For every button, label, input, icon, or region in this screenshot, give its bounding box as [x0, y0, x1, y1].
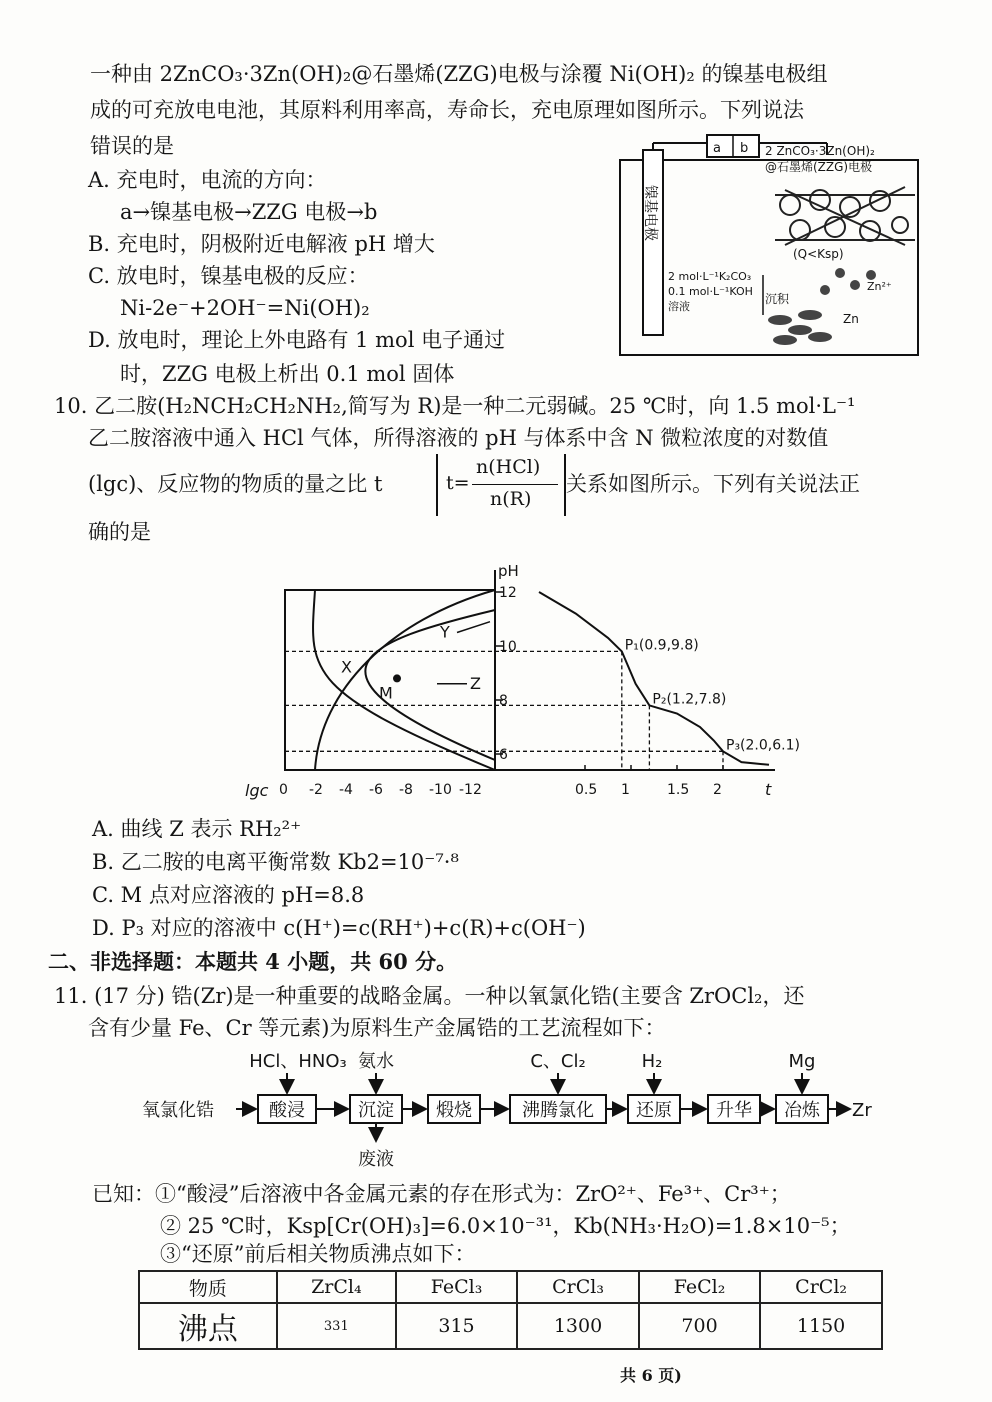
q9-option-d-detail: 时，ZZG 电极上析出 0.1 mol 固体 — [120, 362, 455, 386]
nickel-electrode-label — [642, 185, 659, 241]
table-cell: 315 — [396, 1303, 517, 1349]
flow-end: Zr — [852, 1100, 872, 1121]
electrolyte-3: 溶液 — [668, 300, 690, 313]
q10-option-c: C. M 点对应溶液的 pH=8.8 — [92, 883, 365, 907]
zzg-label-1: 2 ZnCO₃·3Zn(OH)₂ — [765, 144, 875, 158]
q10-option-a: A. 曲线 Z 表示 RH₂²⁺ — [92, 817, 302, 841]
boiling-point-table — [138, 1270, 883, 1350]
table-header: CrCl₃ — [517, 1271, 639, 1303]
q9-stem-line3: 错误的是 — [90, 134, 174, 158]
flow-step-label: 煅烧 — [436, 1100, 472, 1121]
flow-reagent: C、Cl₂ — [530, 1051, 586, 1072]
deposit-label: 沉积 — [765, 292, 790, 306]
table-header: FeCl₂ — [639, 1271, 760, 1303]
x-axis-label: t — [765, 780, 772, 799]
graphene-lattice — [775, 187, 915, 245]
section-2-heading: 二、非选择题：本题共 4 小题，共 60 分。 — [48, 949, 458, 974]
table-header-row — [139, 1271, 882, 1303]
y-tick-label: 12 — [499, 585, 517, 601]
fraction-numerator: n(HCl) — [476, 456, 541, 478]
q9-option-c-detail: Ni-2e⁻+2OH⁻=Ni(OH)₂ — [120, 296, 370, 320]
flow-step-label: 沉淀 — [358, 1100, 394, 1121]
zn-label: Zn — [843, 312, 859, 326]
table-cell: 331 — [277, 1303, 396, 1349]
table-header: 物质 — [139, 1271, 277, 1303]
q11-known-3: ③“还原”前后相关物质沸点如下： — [160, 1242, 476, 1266]
lgc-tick-label: -2 — [309, 782, 323, 798]
q10-stem-line3b: 关系如图所示。下列有关说法正 — [566, 472, 860, 496]
electrolyte-1: 2 mol·L⁻¹K₂CO₃ — [668, 270, 752, 283]
zn2-label: Zn²⁺ — [867, 280, 892, 293]
flow-reagent: HCl、HNO₃ — [249, 1051, 347, 1072]
flow-reagent: H₂ — [641, 1051, 663, 1072]
point-label: P₂(1.2,7.8) — [652, 691, 727, 708]
t-fraction: t= n(HCl) n(R) — [436, 454, 566, 516]
flow-reagent: 氨水 — [358, 1051, 394, 1072]
q10-option-d: D. P₃ 对应的溶液中 c(H⁺)=c(RH⁺)+c(R)+c(OH⁻) — [92, 916, 586, 940]
x-tick-label: 1.5 — [667, 782, 690, 798]
table-cell: 1150 — [760, 1303, 882, 1349]
page-footer: 共 6 页) — [620, 1366, 682, 1385]
arrow-y — [457, 622, 490, 633]
q10-stem-line1: 10. 乙二胺(H₂NCH₂CH₂NH₂,简写为 R)是一种二元弱碱。25 ℃时，向 1.5 mol·L⁻¹ — [54, 394, 856, 418]
lgc-tick-label: -8 — [399, 782, 413, 798]
point-label-m: M — [379, 683, 393, 703]
table-cell: 700 — [639, 1303, 760, 1349]
q11-stem-line2: 含有少量 Fe、Cr 等元素)为原料生产金属锆的工艺流程如下： — [88, 1016, 666, 1040]
q11-stem-line1: 11. (17 分) 锆(Zr)是一种重要的战略金属。一种以氧氯化锆(主要含 ZrOCl₂，还 — [54, 984, 805, 1008]
lgc-tick-label: -6 — [369, 782, 383, 798]
point-label: P₃(2.0,6.1) — [726, 737, 800, 754]
lgc-tick-label: -4 — [339, 782, 353, 798]
x-tick-label: 1 — [621, 782, 630, 798]
q10-stem-line2: 乙二胺溶液中通入 HCl 气体，所得溶液的 pH 与体系中含 N 微粒浓度的对数值 — [88, 426, 829, 450]
point-m — [393, 674, 401, 682]
curve-label-z: Z — [470, 673, 481, 693]
lgc-tick-label: -12 — [459, 782, 482, 798]
flow-step-label: 升华 — [716, 1100, 752, 1121]
q10-stem-line4: 确的是 — [88, 520, 151, 544]
fraction-denominator: n(R) — [490, 488, 532, 510]
flow-step-label: 还原 — [636, 1100, 672, 1121]
zzg-label-2: @石墨烯(ZZG)电极 — [765, 160, 873, 174]
table-header: FeCl₃ — [396, 1271, 517, 1303]
table-cell: 1300 — [517, 1303, 639, 1349]
y-tick-label: 8 — [499, 693, 508, 709]
flow-reagent: Mg — [788, 1051, 816, 1072]
q9-option-a-detail: a→镍基电极→ZZG 电极→b — [120, 200, 378, 224]
flow-waste: 废液 — [358, 1149, 394, 1170]
q11-known-1: 已知：①“酸浸”后溶液中各金属元素的存在形式为：ZrO²⁺、Fe³⁺、Cr³⁺； — [92, 1182, 791, 1206]
flow-start: 氧氯化锆 — [142, 1100, 214, 1121]
flow-step-label: 冶炼 — [784, 1100, 820, 1121]
point-label: P₁(0.9,9.8) — [624, 637, 699, 654]
q9-option-b: B. 充电时，阴极附近电解液 pH 增大 — [88, 232, 435, 256]
y-tick-label: 6 — [499, 747, 508, 763]
curve-label-x: X — [341, 657, 352, 677]
x-tick-label: 0.5 — [575, 782, 598, 798]
electrolyte-2: 0.1 mol·L⁻¹KOH — [668, 285, 753, 298]
q9-stem-line2: 成的可充放电电池，其原料利用率高，寿命长，充电原理如图所示。下列说法 — [90, 98, 804, 122]
q10-option-b: B. 乙二胺的电离平衡常数 Kb2=10⁻⁷·⁸ — [92, 850, 459, 874]
q9-option-a: A. 充电时，电流的方向： — [88, 168, 327, 192]
terminal-a: a — [713, 141, 721, 156]
lgc-tick-label: -10 — [429, 782, 452, 798]
nickel-label-char: 镍基电极 — [642, 185, 658, 241]
q10-stem-line3a: (lgc)、反应物的物质的量之比 t — [88, 472, 383, 496]
lgc-tick-label: 0 — [279, 782, 288, 798]
curve-label-y: Y — [440, 622, 450, 642]
q9-stem-line1: 一种由 2ZnCO₃·3Zn(OH)₂@石墨烯(ZZG)电极与涂覆 Ni(OH)₂ 的镍基电极组 — [90, 62, 828, 86]
ph-lgc-chart — [240, 560, 800, 805]
q-ksp: (Q<Ksp) — [793, 247, 844, 261]
flow-step-label: 酸浸 — [269, 1100, 305, 1121]
table-row — [139, 1303, 882, 1349]
q11-known-2: ② 25 ℃时，Ksp[Cr(OH)₃]=6.0×10⁻³¹，Kb(NH₃·H₂O)=1.8×10⁻⁵； — [160, 1214, 851, 1238]
table-header: CrCl₂ — [760, 1271, 882, 1303]
zn-particles — [768, 268, 876, 345]
q9-option-d: D. 放电时，理论上外电路有 1 mol 电子通过 — [88, 328, 506, 352]
battery-diagram — [615, 125, 925, 360]
y-axis-label: pH — [498, 562, 519, 580]
x-tick-label: 2 — [713, 782, 722, 798]
table-header: ZrCl₄ — [277, 1271, 396, 1303]
row-label: 沸点 — [139, 1303, 277, 1349]
q9-option-c: C. 放电时，镍基电极的反应： — [88, 264, 369, 288]
terminal-b: b — [740, 141, 749, 156]
y-tick-label: 10 — [499, 639, 517, 655]
process-flow — [140, 1045, 900, 1170]
lgc-axis-label: lgc — [245, 781, 269, 800]
flow-step-label: 沸腾氯化 — [522, 1100, 594, 1121]
